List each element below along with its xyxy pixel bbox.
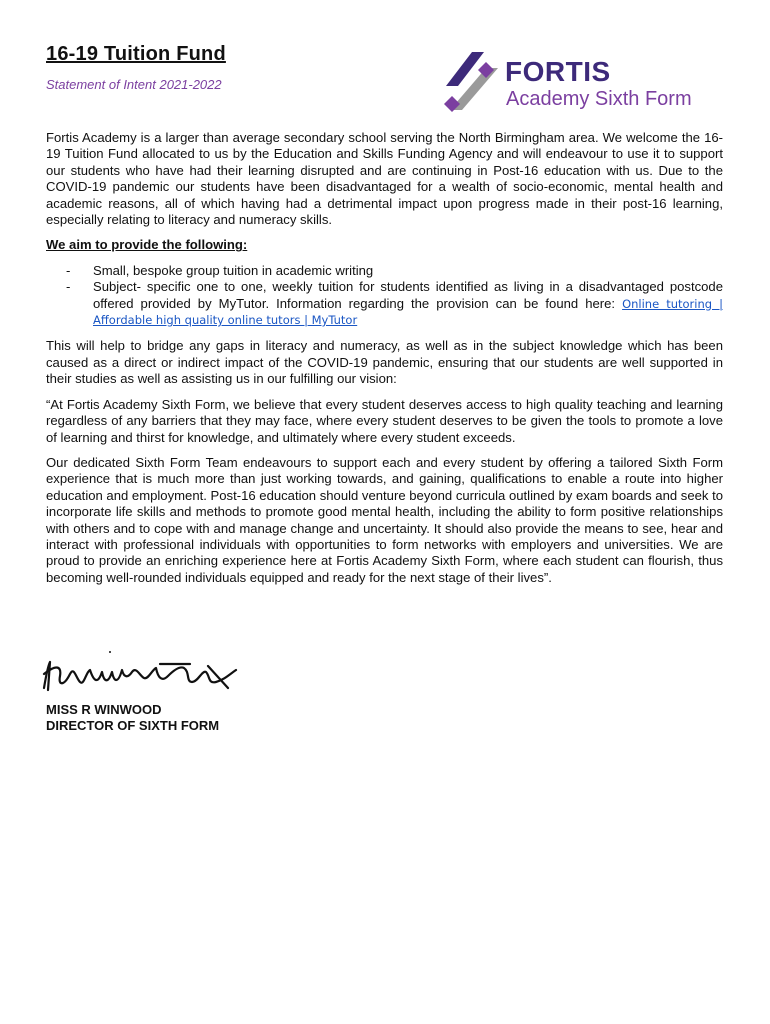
- intro-paragraph: Fortis Academy is a larger than average secondary school serving the North Birmingham area. We welcome the 16-19 Tuition Fund allocated to us by the Education and Skills Funding Agency and will endeavour to use it to support our students who have had their learning disrupted and are continuing in Post-16 education with us. Due to the COVID-19 pandemic our students have been disadvantaged for a wealth of socio-economic, mental health and academic reasons, all of which having had a detrimental impact upon progress made in their post-16 learning, especially relating to literacy and numeracy skills.: [46, 130, 723, 228]
- fortis-logo-mark-icon: [442, 48, 502, 118]
- team-paragraph: Our dedicated Sixth Form Team endeavours to support each and every student by offering a tailored Sixth Form experience that is much more than just working towards, and gaining, qualifications to enable a route into higher education and employment. Post-16 education should venture beyond curricula outlined by exam boards and seek to incorporate life skills and methods to promote good mental health, including the ability to form positive relationships with others and to cope with and manage change and uncertainty. It should also provide the means to see, hear and interact with professional individuals with opportunities to form networks with employers and universities. We are proud to provide an enriching experience here at Fortis Academy Sixth Form, where each student can flourish, thus becoming well-rounded individuals equipped and ready for the next stage of their lives”.: [46, 454, 723, 585]
- fortis-logo: [442, 48, 732, 118]
- signatory-name: MISS R WINWOOD: [46, 702, 162, 717]
- vision-paragraph: “At Fortis Academy Sixth Form, we believe that every student deserves access to high quality teaching and learning regardless of any barriers that they may face, where every student deserves to be given the tools to promote a love of learning and thirst for knowledge, and ultimately where every student exceeds.: [46, 396, 723, 445]
- handwritten-signature: [40, 648, 240, 700]
- list-item-text: Small, bespoke group tuition in academic writing: [93, 262, 374, 278]
- document-body: [46, 130, 723, 595]
- aim-list: [46, 263, 723, 329]
- page-subtitle: Statement of Intent 2021-2022: [46, 77, 222, 92]
- signatory-role: DIRECTOR OF SIXTH FORM: [46, 718, 220, 733]
- list-item: [46, 279, 723, 328]
- signatory-block: [46, 702, 219, 734]
- bullet-marker: -: [66, 279, 71, 295]
- list-item: [46, 263, 723, 279]
- logo-sub-text: Academy Sixth Form: [506, 88, 692, 110]
- list-item-text: Subject- specific one to one, weekly tuition for students identified as living in a disadvantaged postcode offered provided by MyTutor. Information regarding the provision can be found here:: [93, 279, 723, 311]
- logo-brand-text: FORTIS: [505, 56, 611, 87]
- mytutor-link[interactable]: Online tutoring | Affordable high quality online tutors | MyTutor: [93, 296, 723, 328]
- aim-heading: We aim to provide the following:: [46, 237, 248, 253]
- bridge-paragraph: This will help to bridge any gaps in literacy and numeracy, as well as in the subject knowledge which has been caused as a direct or indirect impact of the COVID-19 pandemic, ensuring that our students are well supported in their studies as well as assisting us in our fulfilling our vision:: [46, 338, 723, 387]
- page-title: 16-19 Tuition Fund: [46, 43, 226, 65]
- bullet-marker: -: [66, 262, 71, 278]
